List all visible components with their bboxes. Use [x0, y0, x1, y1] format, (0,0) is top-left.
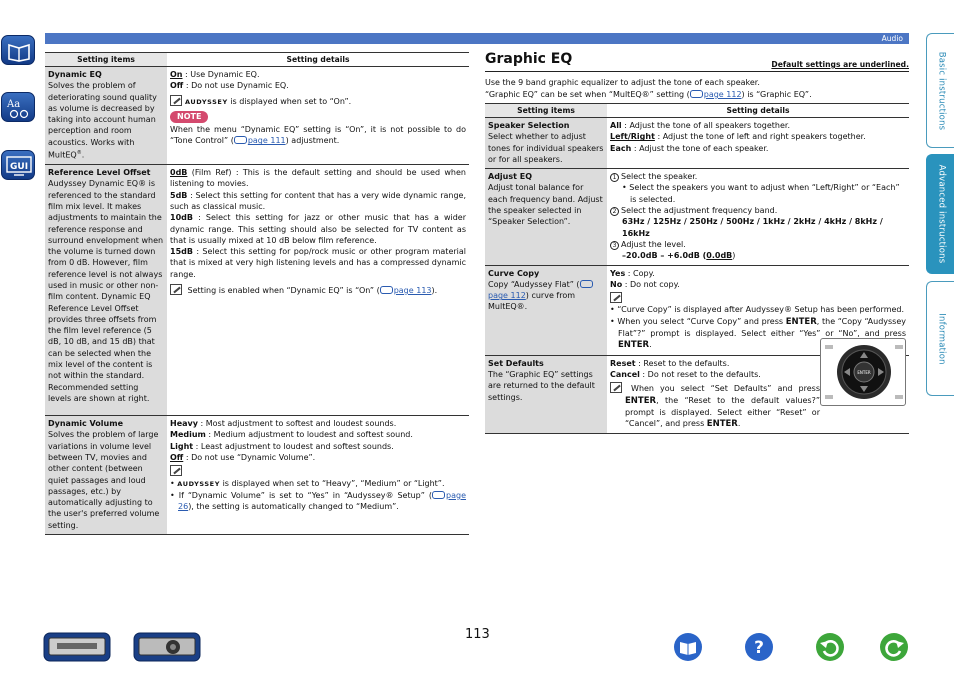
tip-pencil-icon: [170, 465, 182, 476]
bullet-text: Select the speakers you want to adjust when “Left/Right” or “Each” is selected.: [629, 183, 900, 204]
front-panel-button[interactable]: [43, 632, 111, 665]
page-number: 113: [465, 627, 490, 642]
option-label: Light: [170, 441, 194, 451]
forward-arrow-icon: [879, 632, 909, 662]
page-link[interactable]: page 112: [488, 291, 526, 301]
option-text: : Most adjustment to softest and loudest sounds.: [197, 419, 397, 429]
item-name: Dynamic Volume: [48, 419, 124, 429]
range-text: –20.0dB – +6.0dB (: [622, 251, 707, 261]
bullet-text: is displayed when set to “Heavy”, “Medium” or “Light”.: [220, 478, 445, 488]
option-label: Reset: [610, 358, 636, 368]
option-text: : Do not reset to the defaults.: [639, 369, 761, 379]
remote-enter-label: ENTER: [857, 370, 871, 375]
help-button[interactable]: [744, 632, 774, 665]
forward-button[interactable]: [879, 632, 909, 665]
option-text: : Do not copy.: [622, 279, 680, 289]
option-label: 15dB: [170, 247, 193, 257]
default-settings-note: Default settings are underlined.: [771, 60, 909, 69]
intro-text: [485, 77, 909, 101]
table-row: Dynamic EQ Solves the problem of deteriorating sound quality as volume is decreased by taking into account human perception and room acoustics. Works with MultEQ®. On : Use Dynamic EQ. Off : Do not use Dynamic EQ. AUDYSSEY is displayed when set to “On”. NOTE When the menu “Dynamic EQ” setting is “On”, it is not possible to do “Tone Control” ( page 111) adjustment.: [45, 67, 469, 165]
item-desc: ) curve from MultEQ®.: [488, 291, 576, 312]
tip-pencil-icon: [610, 382, 622, 393]
option-label: Medium: [170, 430, 206, 440]
tip-text: , the “Reset to the default values?” prompt is displayed. Select either “Reset” or “Cancel”, and press: [625, 395, 820, 429]
tip-pencil-icon: [610, 292, 622, 303]
item-desc: Solves the problem of deteriorating sound quality as volume is decreased by taking into account human perception and room acoustics. Works with MultEQ: [48, 81, 157, 160]
note-tail: ) adjustment.: [285, 136, 340, 146]
reference-hand-icon: [690, 90, 703, 98]
question-icon: [744, 632, 774, 662]
note-badge: NOTE: [170, 111, 208, 123]
tip-pencil-icon: [170, 284, 182, 295]
option-text: : Select this setting for jazz or other music that has a wider dynamic range. This setting should also be selected for TV content as that is usually mixed at 10 dB below film reference.: [170, 213, 466, 245]
gui-icon[interactable]: [1, 150, 35, 180]
title-rule: [485, 71, 909, 72]
tab-information[interactable]: [926, 281, 954, 396]
enter-key: ENTER: [618, 340, 650, 351]
table-row: Dynamic Volume Solves the problem of large variations in volume level between TV, movies and other content (between quiet passages and loud passages, etc.) by automatically adjusting to the user's preferred volume setting. Heavy : Most adjustment to softest and loudest sounds. Medium : Medium adjustment to loudest and softest sound. Light : Least adjustment to loudest and softest sounds. Off : Do not use “Dynamic Volume”. • AUDYSSEY is displayed when set to “Heavy”, “Medium” or “Light”. • If “Dynamic Volume” is set to “Yes” in “Audyssey® Setup” ( page 26), the setting is automatically changed to “Medium”.: [45, 416, 469, 535]
tab-label: Information: [936, 312, 947, 365]
bullet-text: If “Dynamic Volume” is set to “Yes” in “Audyssey® Setup” (: [178, 490, 433, 500]
item-name: Reference Level Offset: [48, 168, 151, 178]
reference-hand-icon: [234, 136, 247, 144]
intro-line: Use the 9 band graphic equalizer to adjust the tone of each speaker.: [485, 78, 760, 87]
frequency-list: 63Hz / 125Hz / 250Hz / 500Hz / 1kHz / 2kHz / 4kHz / 8kHz / 16kHz: [622, 217, 883, 238]
enter-key: ENTER: [706, 419, 738, 430]
front-panel-icon: [43, 632, 111, 662]
enter-key: ENTER: [625, 395, 657, 406]
svg-text:Aa: Aa: [7, 99, 21, 110]
bullet-tail: ), the setting is automatically changed to “Medium”.: [188, 502, 399, 512]
col-header-details: Setting details: [167, 53, 469, 67]
bullet-text: , the “Copy “Audyssey Flat”?” prompt is displayed. Select either “Yes” or “No”, and press: [618, 316, 907, 339]
remote-dpad-icon: [821, 339, 907, 407]
step-number-icon: 3: [610, 241, 619, 250]
tip-text: is displayed when set to “On”.: [227, 96, 352, 106]
step-text: Adjust the level.: [621, 239, 686, 249]
bullet-text: “Curve Copy” is displayed after Audyssey® Setup has been performed.: [617, 305, 905, 315]
page-link[interactable]: page 111: [247, 136, 286, 146]
range-tail: ): [732, 251, 736, 261]
item-name: Set Defaults: [488, 358, 544, 368]
option-label: On: [170, 70, 183, 79]
left-settings-table: [45, 52, 469, 535]
option-label: Heavy: [170, 419, 198, 429]
item-desc: Select whether to adjust tones for individual speakers or for all speakers.: [488, 132, 604, 164]
option-label: Off: [170, 81, 184, 91]
option-label: All: [610, 121, 622, 130]
page-link[interactable]: page 113: [393, 286, 432, 295]
intro-tail: ) is “Graphic EQ”.: [741, 90, 812, 99]
option-text: : Adjust the tone of each speaker.: [631, 143, 769, 153]
remote-control-illustration: [820, 338, 906, 406]
col-header-details: Setting details: [607, 104, 909, 118]
option-text: : Do not use Dynamic EQ.: [183, 81, 289, 91]
contents-button[interactable]: [673, 632, 703, 665]
tip-text: Setting is enabled when “Dynamic EQ” is “On” (: [185, 286, 380, 295]
enter-key: ENTER: [785, 316, 817, 327]
table-row: Curve Copy Copy “Audyssey Flat” (page 112) curve from MultEQ®. Yes : Copy. No : Do not copy. • “Curve Copy” is displayed after Audyssey® Setup has been performed. • When you select “Curve Copy” and press ENTER, the “Copy “Audyssey Flat”?” prompt is displayed. Select either “Yes” or “No”, and press ENTER.: [485, 265, 909, 355]
reference-hand-icon: [380, 286, 393, 294]
tip-text: When you select “Set Defaults” and press: [625, 384, 820, 394]
back-arrow-icon: [815, 632, 845, 662]
tab-advanced-instructions[interactable]: [926, 154, 954, 274]
option-text: : Use Dynamic EQ.: [182, 70, 260, 79]
option-label: Each: [610, 143, 632, 153]
col-header-items: Setting items: [45, 53, 167, 67]
option-text: : Least adjustment to loudest and softest sounds.: [193, 441, 394, 451]
item-name: Dynamic EQ: [48, 70, 102, 79]
option-text: : Adjust the tone of all speakers together.: [621, 121, 790, 130]
option-label: 0dB: [170, 168, 188, 178]
bullet-text: When you select “Curve Copy” and press: [617, 316, 786, 326]
item-name: Speaker Selection: [488, 121, 570, 130]
step-text: Select the speaker.: [621, 172, 698, 182]
option-text: : Adjust the tone of left and right speakers together.: [654, 132, 866, 142]
reference-hand-icon: [432, 491, 445, 499]
table-row: Set Defaults The “Graphic EQ” settings are returned to the default settings. Reset : Reset to the defaults. Cancel : Do not reset to the defaults. When you select “Set Defaults” and press ENTER, the “Reset to the default values?” prompt is displayed. Select either “Reset” or “Cancel”, and press ENTER.: [485, 355, 909, 434]
step-number-icon: 1: [610, 173, 619, 182]
section-label: Audio: [881, 34, 903, 43]
col-header-items: Setting items: [485, 104, 607, 118]
tab-label: Advanced instructions: [936, 164, 947, 264]
item-desc: Solves the problem of large variations in volume level between TV, movies and other content (between quiet passages and loud passages, etc.) by automatically adjusting to the user's preferred volume setting.: [48, 430, 160, 530]
tip-tail: ).: [431, 286, 438, 295]
option-text: : Select this setting for pop/rock music or other program material that is mixed at very high listening levels and has a compressed dynamic range.: [170, 247, 466, 279]
option-text: : Select this setting for content that has a very wide dynamic range, such as classical music.: [170, 190, 466, 211]
option-label: Left/Right: [610, 132, 655, 142]
table-row: [485, 118, 909, 169]
note-text: When the menu “Dynamic EQ” setting is “On”, it is not possible to do “Tone Control” (: [170, 124, 466, 146]
svg-text:?: ?: [754, 638, 764, 658]
option-text: : Do not use “Dynamic Volume”.: [183, 452, 316, 462]
back-button[interactable]: [815, 632, 845, 665]
table-row: [45, 165, 469, 416]
option-text: : Medium adjustment to loudest and softest sound.: [205, 430, 413, 440]
option-label: Cancel: [610, 369, 640, 379]
item-name: Curve Copy: [488, 268, 540, 278]
section-header-bar: [45, 33, 909, 44]
page-title: Graphic EQ: [485, 51, 573, 67]
option-text: : Reset to the defaults.: [635, 358, 730, 368]
page-link[interactable]: page 26: [178, 490, 467, 512]
tab-basic-instructions[interactable]: [926, 33, 954, 148]
step-number-icon: 2: [610, 207, 619, 216]
option-label: 10dB: [170, 213, 193, 223]
option-label: Yes: [610, 268, 626, 278]
item-name: Adjust EQ: [488, 172, 532, 182]
range-default: 0.0dB: [706, 251, 733, 261]
tip-pencil-icon: [170, 95, 182, 106]
svg-text:GUI: GUI: [10, 162, 29, 172]
page-link[interactable]: page 112: [703, 90, 742, 99]
option-text: (Film Ref) : This is the default setting and should be used when listening to movies.: [170, 168, 466, 189]
option-label: No: [610, 279, 623, 289]
tab-label: Basic instructions: [936, 51, 947, 130]
intro-line: “Graphic EQ” can be set when “MultEQ®” setting (: [485, 90, 690, 99]
item-desc: Copy “Audyssey Flat” (: [488, 279, 580, 289]
audyssey-logo-icon: AUDYSSEY: [185, 97, 228, 106]
item-desc: Adjust tonal balance for each frequency band. Adjust the speaker selected in “Speaker Selection”.: [488, 183, 603, 227]
item-desc: Audyssey Dynamic EQ® is referenced to the standard film mix level. It makes adjustments to maintain the reference response and surround envelopment when the volume is turned down from 0 dB. However, film reference level is not always used in music or other non-film content. Dynamic EQ Reference Level Offset provides three offsets from the film level reference (5 dB, 10 dB, and 15 dB) that can be selected when the mix level of the content is not within the standard. Recommended setting levels are shown at right.: [48, 179, 164, 403]
book-icon: [673, 632, 703, 662]
rear-panel-icon: [133, 632, 201, 662]
audyssey-logo-icon: AUDYSSEY: [177, 479, 221, 488]
contents-book-icon[interactable]: [1, 35, 35, 65]
table-row: Adjust EQ Adjust tonal balance for each frequency band. Adjust the speaker selected in “Speaker Selection”. 1 Select the speaker. • Select the speakers you want to adjust when “Left/Right” or “Each” is selected. 2 Select the adjustment frequency band. 63Hz / 125Hz / 250Hz / 500Hz / 1kHz / 2kHz / 4kHz / 8kHz / 16kHz 3 Adjust the level. –20.0dB – +6.0dB (0.0dB): [485, 169, 909, 265]
option-label: Off: [170, 452, 184, 462]
reference-hand-icon: [580, 280, 593, 288]
index-aa-icon[interactable]: [1, 92, 35, 122]
rear-panel-button[interactable]: [133, 632, 201, 665]
option-label: 5dB: [170, 190, 188, 200]
option-text: : Copy.: [625, 268, 655, 278]
step-text: Select the adjustment frequency band.: [621, 206, 778, 216]
item-desc: The “Graphic EQ” settings are returned to the default settings.: [488, 369, 595, 402]
